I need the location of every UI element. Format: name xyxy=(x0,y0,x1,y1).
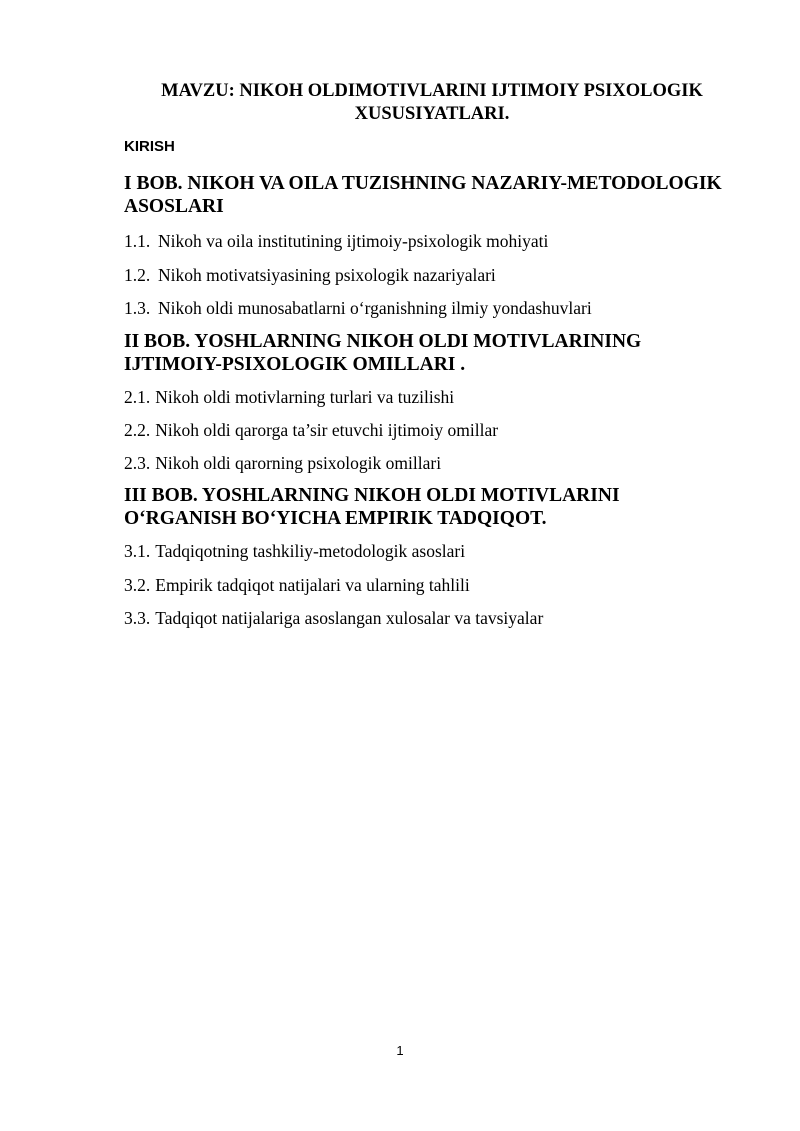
toc-item xyxy=(124,574,470,596)
toc-item xyxy=(124,540,465,562)
toc-item-text: Tadqiqotning tashkiliy-metodologik asoslari xyxy=(155,541,466,561)
toc-intro: KIRISH xyxy=(124,138,175,155)
toc-item-number: 3.1. xyxy=(124,541,151,561)
toc-item xyxy=(124,230,548,252)
toc-item-number: 3.3. xyxy=(124,608,151,628)
toc-item-text: Tadqiqot natijalariga asoslangan xulosalar va tavsiyalar xyxy=(155,608,544,628)
chapter-1-heading: I BOB. NIKOH VA OILA TUZISHNING NAZARIY-METODOLOGIK ASOSLARI xyxy=(124,173,722,217)
toc-item-text: Nikoh oldi qarorga ta’sir etuvchi ijtimoiy omillar xyxy=(155,420,499,440)
toc-item xyxy=(124,419,498,441)
toc-item-text: Nikoh motivatsiyasining psixologik nazariyalari xyxy=(158,265,496,285)
toc-item xyxy=(124,607,543,629)
toc-item-text: Nikoh va oila institutining ijtimoiy-psixologik mohiyati xyxy=(158,231,549,251)
toc-item-number: 1.1. xyxy=(124,231,151,251)
toc-item-number: 1.2. xyxy=(124,265,151,285)
chapter-2-heading: II BOB. YOSHLARNING NIKOH OLDI MOTIVLARINING IJTIMOIY-PSIXOLOGIK OMILLARI . xyxy=(124,331,642,375)
toc-item-text: Empirik tadqiqot natijalari va ularning tahlili xyxy=(155,575,470,595)
toc-item xyxy=(124,264,496,286)
page-number: 1 xyxy=(396,1043,404,1058)
toc-item xyxy=(124,297,592,319)
toc-item-text: Nikoh oldi qarorning psixologik omillari xyxy=(155,453,442,473)
document-title: MAVZU: NIKOH OLDIMOTIVLARINI IJTIMOIY PSIXOLOGIK XUSUSIYATLARI. xyxy=(161,81,703,124)
toc-item-number: 2.2. xyxy=(124,420,151,440)
toc-item-number: 3.2. xyxy=(124,575,151,595)
toc-item-number: 2.1. xyxy=(124,387,151,407)
toc-item xyxy=(124,452,441,474)
toc-item-text: Nikoh oldi motivlarning turlari va tuzilishi xyxy=(155,387,455,407)
toc-item xyxy=(124,386,454,408)
toc-item-number: 2.3. xyxy=(124,453,151,473)
toc-item-text: Nikoh oldi munosabatlarni o‘rganishning ilmiy yondashuvlari xyxy=(158,298,592,318)
toc-item-number: 1.3. xyxy=(124,298,151,318)
chapter-3-heading: III BOB. YOSHLARNING NIKOH OLDI MOTIVLARINI O‘RGANISH BO‘YICHA EMPIRIK TADQIQOT. xyxy=(124,485,620,529)
